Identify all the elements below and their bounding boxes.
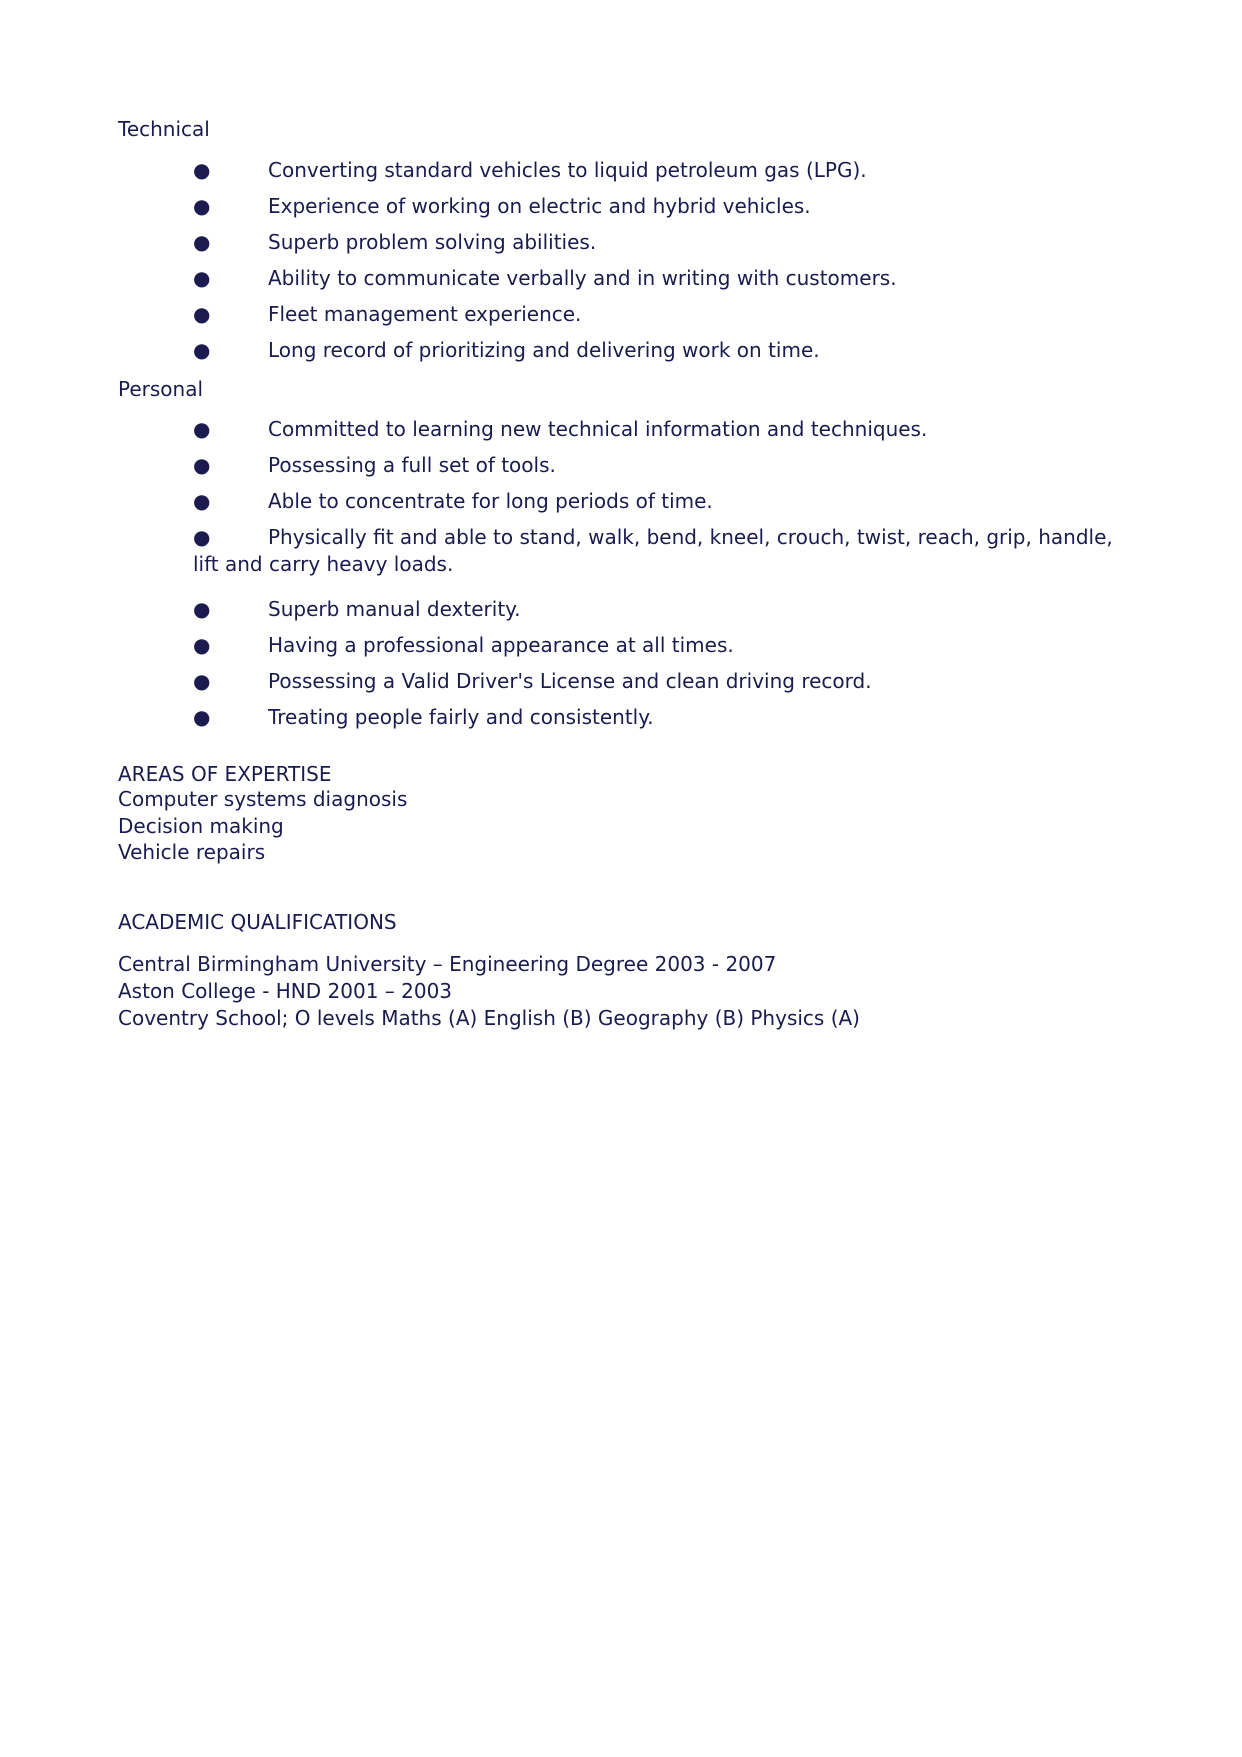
personal-item [193, 632, 1113, 659]
bullet-icon: ● [193, 597, 211, 621]
personal-item-text: Possessing a full set of tools. [268, 453, 556, 477]
bullet-icon: ● [193, 158, 211, 182]
technical-item-text: Experience of working on electric and hybrid vehicles. [268, 194, 811, 218]
bullet-icon: ● [193, 525, 211, 549]
personal-item-text: Physically fit and able to stand, walk, bend, kneel, crouch, twist, reach, grip, handle, lift and carry heavy loads. [193, 525, 1113, 576]
personal-item [193, 596, 1113, 623]
personal-item [193, 524, 1113, 578]
expertise-item: Decision making [118, 814, 284, 838]
technical-item-text: Ability to communicate verbally and in writing with customers. [268, 266, 897, 290]
technical-item [193, 157, 1113, 184]
academic-item: Coventry School; O levels Maths (A) English (B) Geography (B) Physics (A) [118, 1006, 860, 1030]
academic-item: Central Birmingham University – Engineering Degree 2003 - 2007 [118, 952, 777, 976]
bullet-icon: ● [193, 705, 211, 729]
technical-item [193, 229, 1113, 256]
personal-item [193, 452, 1113, 479]
personal-item-text: Possessing a Valid Driver's License and clean driving record. [268, 669, 872, 693]
bullet-icon: ● [193, 489, 211, 513]
technical-item [193, 265, 1113, 292]
bullet-icon: ● [193, 453, 211, 477]
personal-item-text: Able to concentrate for long periods of time. [268, 489, 713, 513]
personal-item-text: Superb manual dexterity. [268, 597, 521, 621]
technical-item [193, 301, 1113, 328]
technical-item-text: Long record of prioritizing and delivering work on time. [268, 338, 820, 362]
bullet-icon: ● [193, 669, 211, 693]
bullet-icon: ● [193, 266, 211, 290]
personal-item [193, 704, 1113, 731]
technical-item [193, 337, 1113, 364]
technical-item-text: Converting standard vehicles to liquid petroleum gas (LPG). [268, 158, 867, 182]
bullet-icon: ● [193, 633, 211, 657]
bullet-icon: ● [193, 302, 211, 326]
technical-item-text: Superb problem solving abilities. [268, 230, 597, 254]
personal-item [193, 668, 1113, 695]
personal-item-text: Having a professional appearance at all times. [268, 633, 734, 657]
personal-heading: Personal [118, 377, 204, 401]
expertise-heading: AREAS OF EXPERTISE [118, 762, 332, 786]
technical-item-text: Fleet management experience. [268, 302, 582, 326]
academic-heading: ACADEMIC QUALIFICATIONS [118, 910, 397, 934]
bullet-icon: ● [193, 230, 211, 254]
technical-item [193, 193, 1113, 220]
expertise-item: Vehicle repairs [118, 840, 266, 864]
academic-item: Aston College - HND 2001 – 2003 [118, 979, 453, 1003]
expertise-item: Computer systems diagnosis [118, 787, 408, 811]
personal-item [193, 416, 1113, 443]
personal-item-text: Treating people fairly and consistently. [268, 705, 654, 729]
personal-item-text: Committed to learning new technical information and techniques. [268, 417, 928, 441]
technical-heading: Technical [118, 117, 210, 141]
bullet-icon: ● [193, 338, 211, 362]
bullet-icon: ● [193, 194, 211, 218]
bullet-icon: ● [193, 417, 211, 441]
personal-item [193, 488, 1113, 515]
